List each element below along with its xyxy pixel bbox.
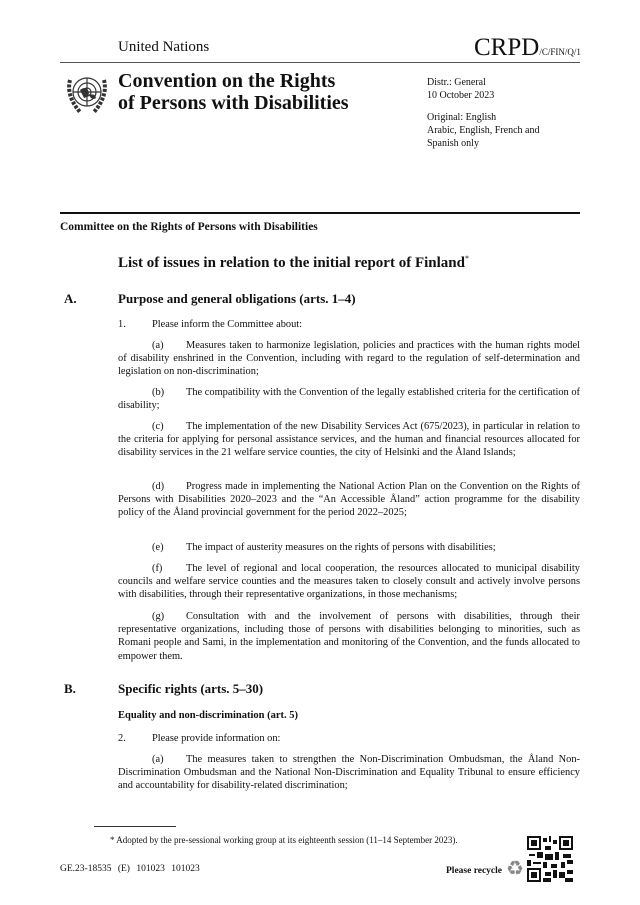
para-number: (a) — [152, 754, 164, 765]
para-number: (c) — [152, 421, 164, 432]
qr-code-icon — [527, 836, 573, 882]
language-info — [427, 111, 539, 150]
section-letter: B. — [64, 681, 76, 696]
paragraph — [118, 386, 580, 412]
committee-name: Committee on the Rights of Persons with Disabilities — [60, 221, 318, 233]
document-title — [118, 254, 469, 272]
convention-title — [118, 70, 349, 114]
paragraph — [118, 339, 580, 379]
para-text: The measures taken to strengthen the Non-Discrimination Ombudsman, the Åland Non-Discrimination Ombudsman and the National Non-Discrimination and Equality Tribunal to ensure efficiency and accountability for disability-related discrimination; — [118, 754, 580, 792]
para-number: 1. — [118, 319, 126, 330]
paragraph — [118, 420, 580, 460]
para-number: (a) — [152, 340, 164, 351]
para-text: The impact of austerity measures on the rights of persons with disabilities; — [186, 542, 496, 553]
para-number: (f) — [152, 563, 163, 574]
para-text: The implementation of the new Disability Services Act (675/2023), in particular in relation to the criteria for applying for personal assistance services, and the human and financial resources allocated for disability services in the 21 welfare service counties, the city of Helsinki and the Åland Islands; — [118, 421, 580, 459]
document-symbol — [474, 34, 581, 62]
languages: Spanish only — [427, 138, 479, 149]
section-letter: A. — [64, 291, 77, 306]
section-heading: Specific rights (arts. 5–30) — [118, 681, 264, 696]
un-emblem-icon — [62, 68, 112, 118]
distribution-info — [427, 76, 494, 102]
title-text: List of issues in relation to the initial report of Finland — [118, 255, 465, 271]
distr: Distr.: General — [427, 77, 486, 88]
para-text: Consultation with and the involvement of persons with disabilities, through their representative organizations, including those of persons with disabilities belonging to minorities, such as Romani people and Sami, in the implementation and monitoring of the Convention, and the funds allocated to empower them. — [118, 611, 580, 662]
symbol-main: CRPD — [474, 34, 540, 61]
para-text: Please inform the Committee about: — [152, 319, 303, 330]
para-text: Measures taken to harmonize legislation, policies and practices with the human rights model of disability enshrined in the Convention, including with regard to the regulation of self-determination and legislation on non-discrimination; — [118, 340, 580, 378]
paragraph — [118, 562, 580, 602]
para-number: (g) — [152, 611, 165, 622]
job-number: GE.23-18535 (E) 101023 101023 — [60, 864, 200, 874]
paragraph — [118, 541, 580, 554]
para-number: 2. — [118, 733, 126, 744]
paragraph — [118, 318, 580, 331]
footnote-mark: * — [464, 254, 469, 263]
footnote: * Adopted by the pre-sessional working group at its eighteenth session (11–14 September 2023). — [110, 835, 458, 845]
para-number: (d) — [152, 481, 165, 492]
para-text: Progress made in implementing the National Action Plan on the Convention on the Rights of Persons with Disabilities 2020–2023 and the “An Accessible Åland” action programme for the disability policy of the Åland provincial government for the period 2022–2025; — [118, 481, 580, 519]
languages: Arabic, English, French and — [427, 125, 540, 136]
title-line: of Persons with Disabilities — [118, 92, 349, 114]
section-heading: Purpose and general obligations (arts. 1–4) — [118, 291, 356, 306]
recycle-icon: ♻ — [506, 858, 524, 880]
para-number: (e) — [152, 542, 164, 553]
para-text: Please provide information on: — [152, 733, 281, 744]
recycle-label: Please recycle — [446, 866, 502, 876]
paragraph — [118, 753, 580, 793]
para-text: The level of regional and local cooperation, the resources allocated to municipal disability councils and welfare service counties and the measures taken to closely consult and actively involve persons with disabilities, through their representative organizations, in those mechanisms; — [118, 563, 580, 601]
original-language: Original: English — [427, 112, 497, 123]
para-text: The compatibility with the Convention of the legally established criteria for the certification of disability; — [118, 387, 580, 412]
thick-rule — [60, 212, 580, 214]
org-name: United Nations — [118, 39, 210, 55]
paragraph — [118, 610, 580, 663]
subheading: Equality and non-discrimination (art. 5) — [118, 710, 298, 721]
paragraph — [118, 732, 580, 745]
date: 10 October 2023 — [427, 90, 495, 101]
title-line: Convention on the Rights — [118, 70, 336, 92]
header-rule — [60, 62, 580, 63]
symbol-suffix: /C/FIN/Q/1 — [539, 47, 581, 57]
para-number: (b) — [152, 387, 165, 398]
paragraph — [118, 480, 580, 520]
footnote-rule — [94, 826, 176, 827]
